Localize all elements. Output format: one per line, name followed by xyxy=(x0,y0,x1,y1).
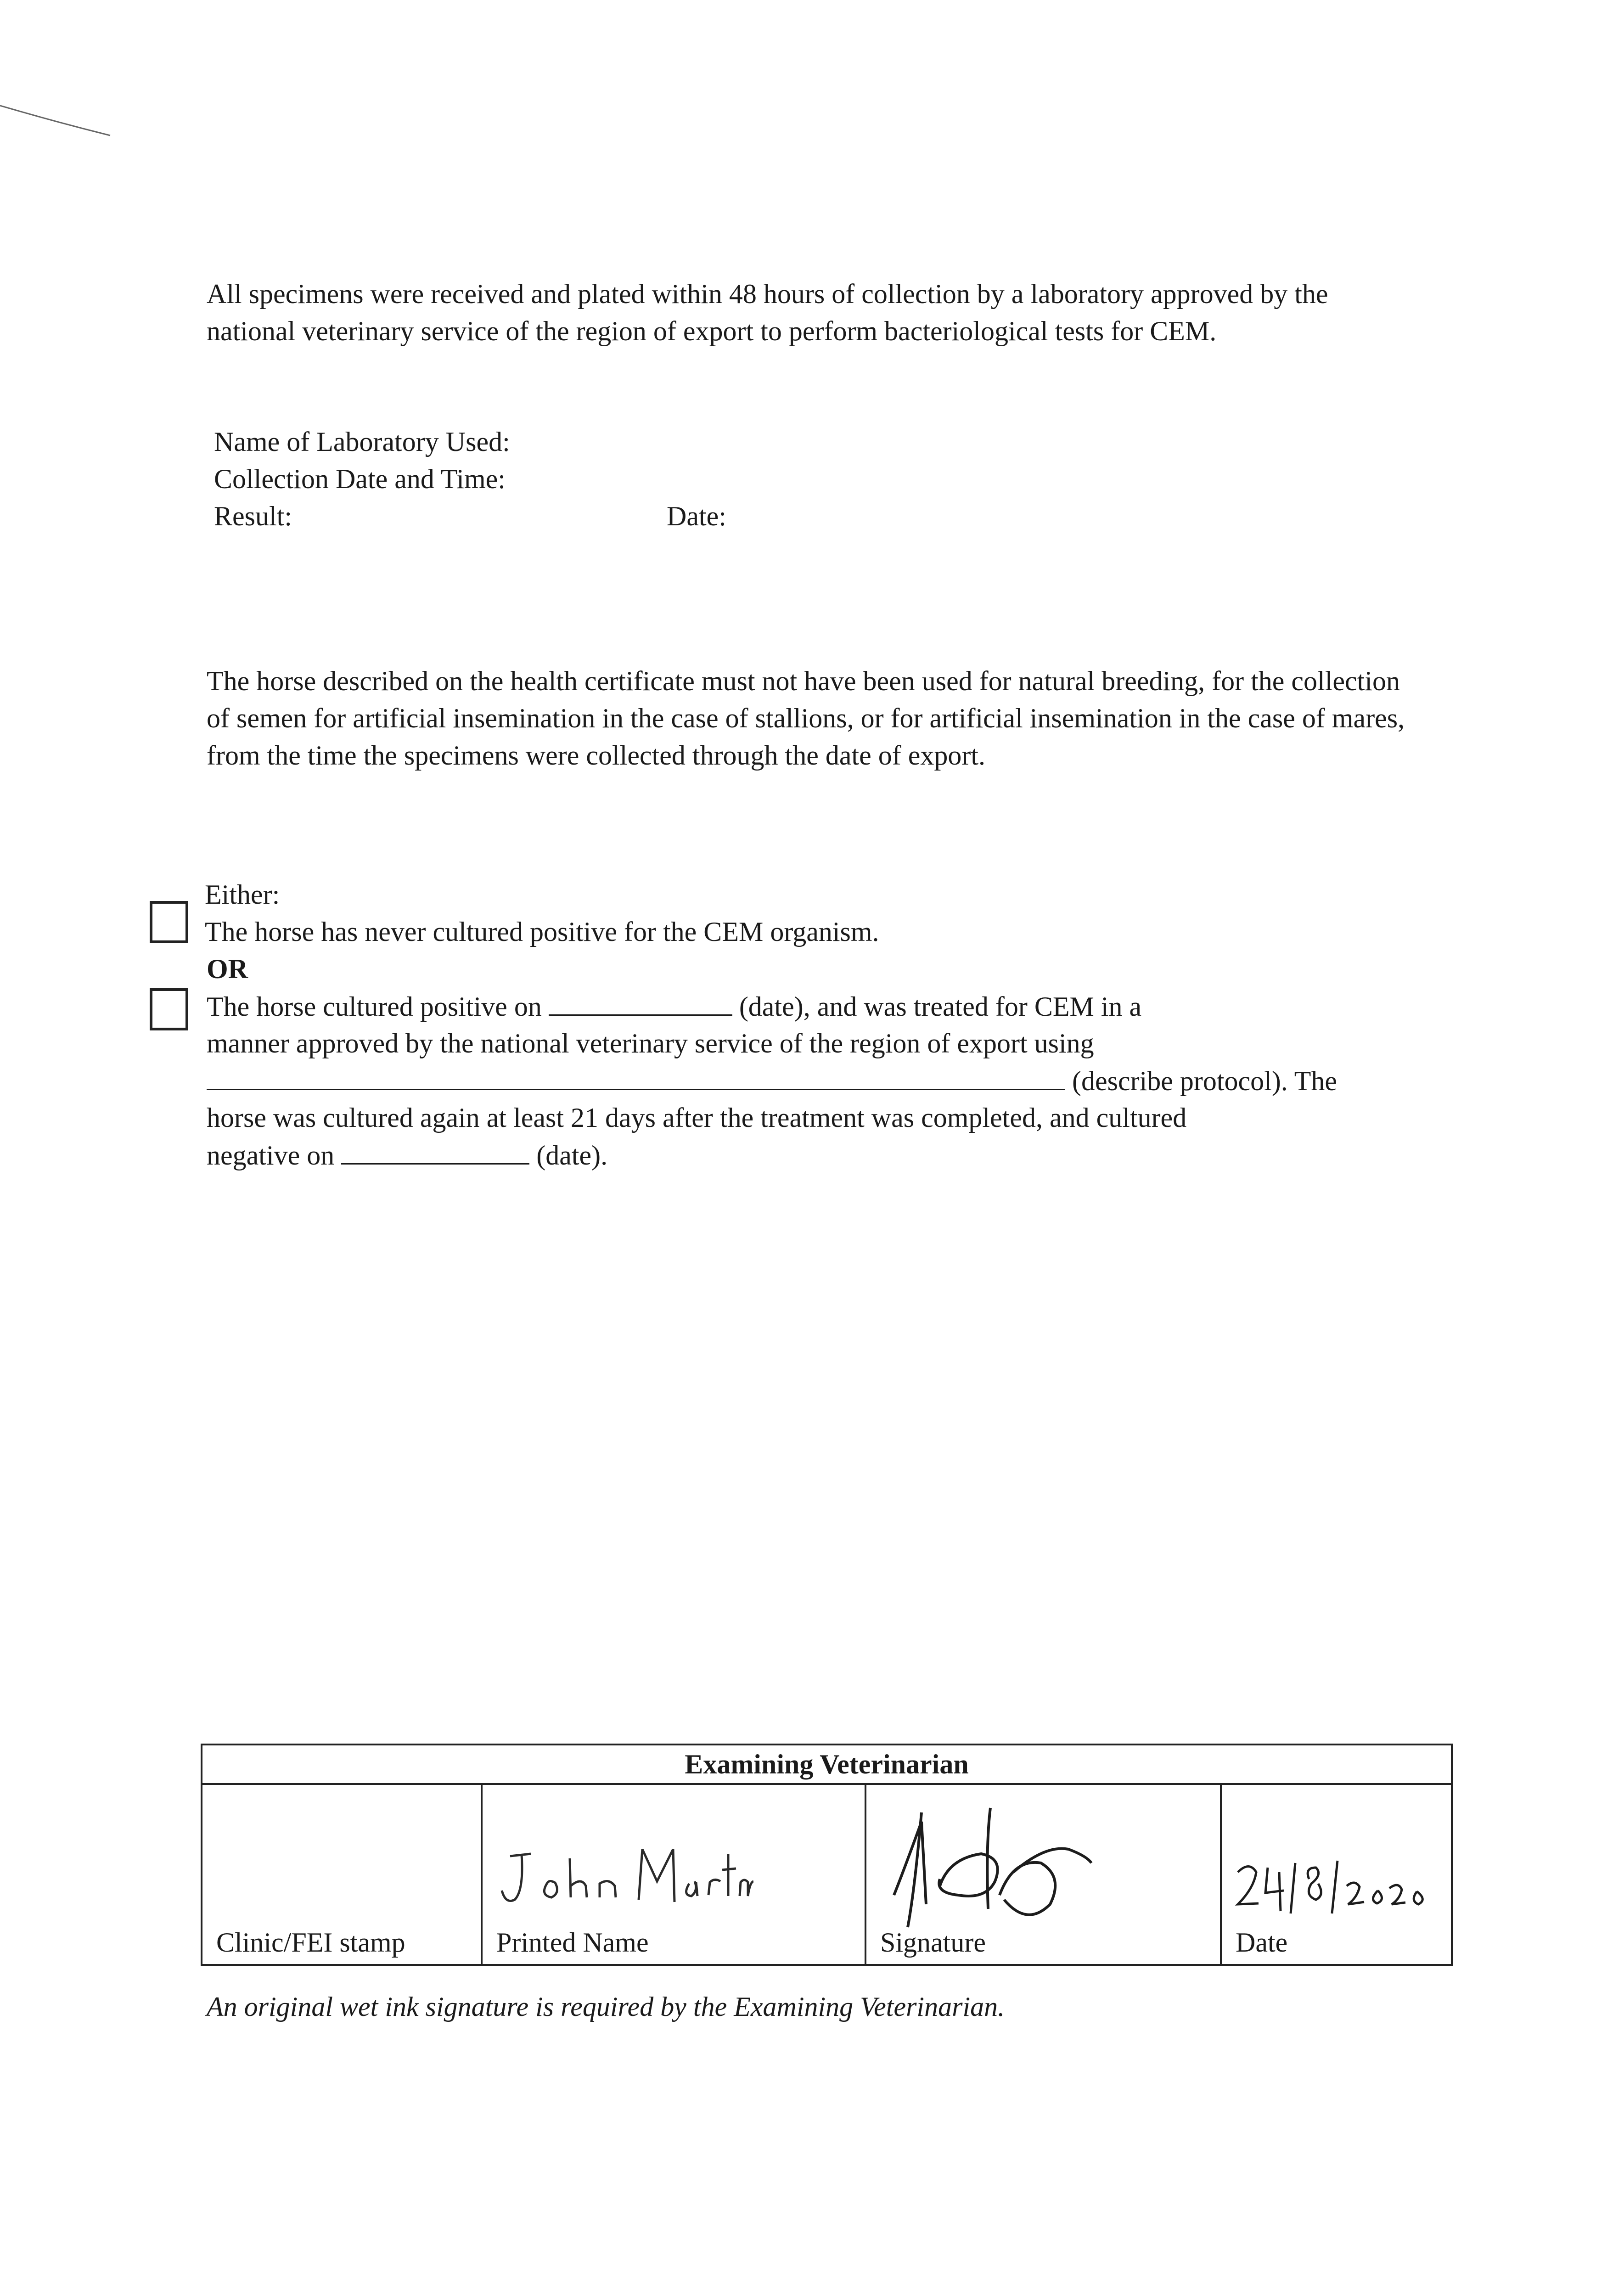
lab-name-label: Name of Laboratory Used: xyxy=(214,427,510,457)
date-handwriting xyxy=(1231,1854,1433,1923)
signature-cell[interactable] xyxy=(865,1784,1221,1965)
option2-text-d: (describe protocol). The xyxy=(1072,1066,1337,1096)
option2-text-f: negative on xyxy=(207,1140,335,1171)
breeding-paragraph: The horse described on the health certificate must not have been used for natural breeding, for the collection of semen for artificial insemination in the case of stallions, or for artificial insemination in the case of mares, from the time the specimens were collected through the date of export. xyxy=(207,666,1405,771)
protocol-blank[interactable] xyxy=(207,1062,1065,1090)
printed-name-cell[interactable] xyxy=(482,1784,865,1965)
scan-mark xyxy=(0,96,119,142)
signature-label: Signature xyxy=(880,1927,986,1958)
option2-text-e: horse was cultured again at least 21 days after the treatment was completed, and cultured xyxy=(207,1103,1187,1133)
option2-line1 xyxy=(207,988,1141,1025)
option2-text-b: (date), and was treated for CEM in a xyxy=(739,991,1142,1022)
option2-text-g: (date). xyxy=(536,1140,608,1171)
clinic-stamp-label: Clinic/FEI stamp xyxy=(216,1927,405,1958)
printed-name-handwriting xyxy=(496,1840,753,1918)
result-date-label: Date: xyxy=(667,501,726,531)
clinic-stamp-cell[interactable] xyxy=(202,1784,482,1965)
option2-line5 xyxy=(207,1137,607,1174)
examining-veterinarian-table xyxy=(201,1744,1453,1966)
negative-date-blank[interactable] xyxy=(341,1137,529,1165)
option2-line3 xyxy=(207,1062,1337,1100)
option1-text: The horse has never cultured positive for the CEM organism. xyxy=(205,917,879,947)
option2-checkbox[interactable] xyxy=(150,988,188,1030)
option2-text-a: The horse cultured positive on xyxy=(207,991,542,1022)
vet-table-header: Examining Veterinarian xyxy=(202,1745,1452,1784)
date-cell[interactable] xyxy=(1221,1784,1452,1965)
date-label: Date xyxy=(1236,1927,1288,1958)
either-label: Either: xyxy=(205,879,280,910)
printed-name-label: Printed Name xyxy=(496,1927,649,1958)
option1-checkbox[interactable] xyxy=(150,901,188,943)
specimens-paragraph: All specimens were received and plated within 48 hours of collection by a laboratory approved by the national veterinary service of the region of export to perform bacteriological tests for CEM. xyxy=(207,279,1328,346)
wet-ink-note: An original wet ink signature is required by the Examining Veterinarian. xyxy=(207,1992,1005,2022)
result-label: Result: xyxy=(214,501,292,531)
or-label: OR xyxy=(207,954,248,984)
positive-date-blank[interactable] xyxy=(549,988,732,1016)
collection-label: Collection Date and Time: xyxy=(214,464,506,494)
option2-text-c: manner approved by the national veterinary service of the region of export using xyxy=(207,1028,1094,1058)
